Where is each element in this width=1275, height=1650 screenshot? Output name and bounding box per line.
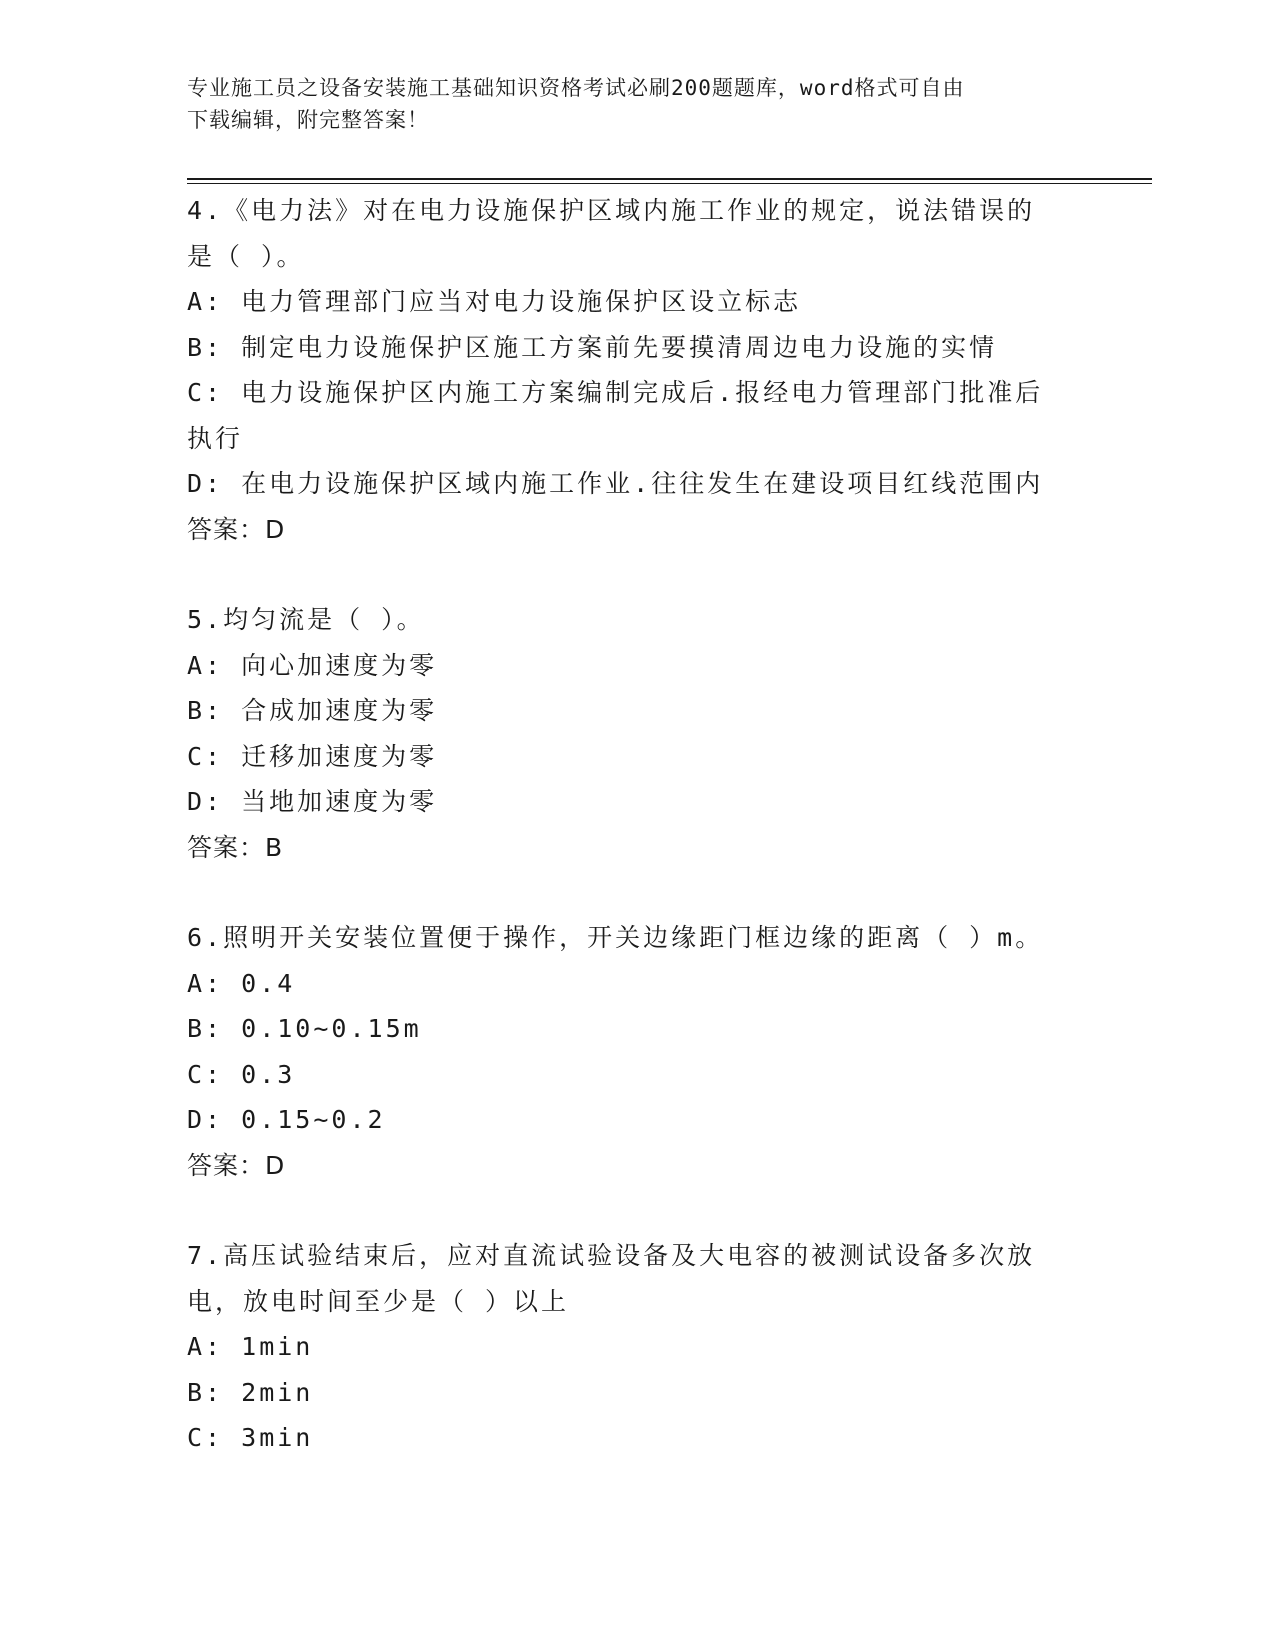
header-line-2: 下载编辑，附完整答案！ xyxy=(187,108,429,132)
option-c-continued: 执行 xyxy=(187,423,244,453)
option-b: B: 0.10~0.15m xyxy=(187,1014,422,1043)
answer: 答案：B xyxy=(187,832,284,862)
option-b: B: 合成加速度为零 xyxy=(187,696,438,725)
option-a: A: 0.4 xyxy=(187,968,296,998)
option-c: C: 迁移加速度为零 xyxy=(187,741,438,771)
question-stem: 6.照明开关安装位置便于操作，开关边缘距门框边缘的距离（ ）m。 xyxy=(187,923,1044,952)
question-5 xyxy=(187,597,1067,915)
option-c: C: 3min xyxy=(187,1423,314,1452)
option-a: A: 1min xyxy=(187,1332,314,1361)
question-stem: 4.《电力法》对在电力设施保护区域内施工作业的规定，说法错误的 xyxy=(187,196,1036,225)
option-b: B: 制定电力设施保护区施工方案前先要摸清周边电力设施的实情 xyxy=(187,332,998,362)
answer: 答案：D xyxy=(187,514,286,544)
question-stem: 电，放电时间至少是（ ）以上 xyxy=(187,1286,570,1316)
question-stem: 是（ ）。 xyxy=(187,241,305,271)
question-6 xyxy=(187,915,1067,1233)
question-stem: 5.均匀流是（ ）。 xyxy=(187,605,425,634)
option-c: C: 电力设施保护区内施工方案编制完成后.报经电力管理部门批准后 xyxy=(187,378,1044,407)
option-b: B: 2min xyxy=(187,1377,314,1407)
option-a: A: 电力管理部门应当对电力设施保护区设立标志 xyxy=(187,287,802,316)
spacer xyxy=(187,870,1067,915)
header-rule-thin xyxy=(187,183,1152,184)
spacer xyxy=(187,552,1067,597)
option-a: A: 向心加速度为零 xyxy=(187,650,438,680)
question-stem: 7.高压试验结束后，应对直流试验设备及大电容的被测试设备多次放 xyxy=(187,1241,1036,1270)
option-d: D: 当地加速度为零 xyxy=(187,787,438,816)
option-d: D: 0.15~0.2 xyxy=(187,1105,386,1134)
option-d: D: 在电力设施保护区域内施工作业.往往发生在建设项目红线范围内 xyxy=(187,469,1044,498)
question-list xyxy=(187,188,1067,1461)
header-rule-thick xyxy=(187,178,1152,180)
question-4 xyxy=(187,188,1067,597)
answer: 答案：D xyxy=(187,1150,286,1180)
question-7 xyxy=(187,1233,1067,1461)
header-line-1: 专业施工员之设备安装施工基础知识资格考试必刷200题题库，word格式可自由 xyxy=(187,76,965,100)
document-header xyxy=(187,72,1067,136)
spacer xyxy=(187,1188,1067,1233)
option-c: C: 0.3 xyxy=(187,1059,296,1089)
